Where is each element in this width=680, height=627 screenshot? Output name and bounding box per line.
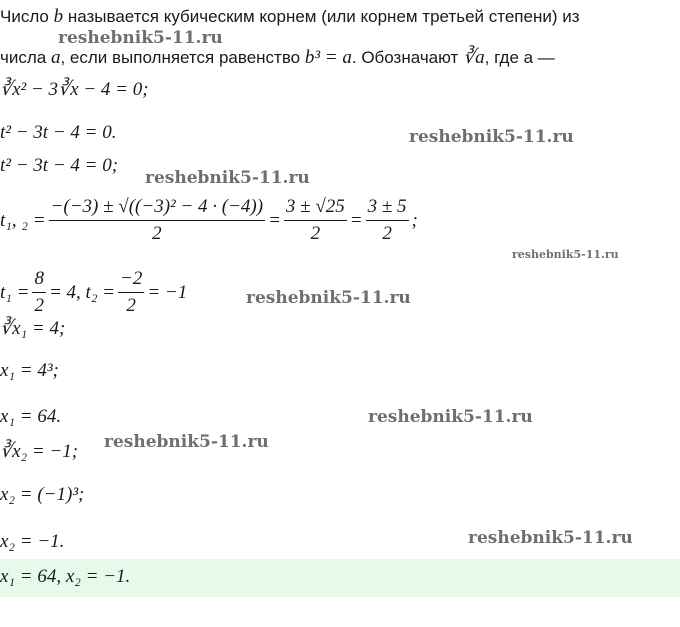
intro-text: называется кубическим корнем (или корнем третьей степени) из [63,7,580,26]
var-b: b [53,6,64,27]
equation-6: ∛x₁ = 4; [0,318,66,339]
formula-numerator-3: 3 ± 5 [367,196,407,217]
t2-numerator: −2 [120,268,143,289]
t1-value: = 4, t₂ = [48,281,115,303]
equation-3: t² − 3t − 4 = 0; [0,155,119,176]
watermark: reshebnik5-11.ru [368,407,533,427]
equation-roots-formula: t₁, ₂ = $\frac{\text{−(−3) ± √((−3)² − 4 · (−4))}}{2}$ = $\frac{3 \pm √25}{2}$ = $\frac{3 \pm 5}{2}$ ; [0,196,418,244]
t1-fraction [32,268,46,317]
formula-denominator-2: 2 [284,220,347,245]
formula-denominator-3: 2 [366,220,409,245]
equation-11: x₂ = −1. [0,531,65,552]
formula-numerator-2: 3 ± √25 [285,196,345,217]
formula-fraction-3 [366,196,409,245]
var-a: a [50,47,61,68]
equality-b3-a: b³ = a [304,47,352,68]
t2-fraction [118,268,144,317]
equation-10: x₂ = (−1)³; [0,484,85,505]
intro-text: , если выполняется равенство [60,48,305,67]
roots-label: t₁, ₂ = [0,209,46,231]
watermark: reshebnik5-11.ru [145,168,310,188]
equation-9: ∛x₂ = −1; [0,441,79,462]
watermark: reshebnik5-11.ru [468,528,633,548]
equation-7: x₁ = 4³; [0,360,59,381]
formula-fraction-2 [284,196,347,245]
formula-numerator: −(−3) ± √((−3)² − 4 · (−4)) [50,196,264,217]
watermark: reshebnik5-11.ru [246,288,411,308]
watermark: reshebnik5-11.ru [512,248,619,261]
cube-root-a: ∛a [463,47,485,68]
t1-numerator: 8 [34,268,44,289]
formula-fraction [49,196,266,245]
intro-line-2 [0,46,555,69]
t1-denominator: 2 [32,292,46,317]
formula-denominator: 2 [49,220,266,245]
watermark: reshebnik5-11.ru [409,127,574,147]
watermark: reshebnik5-11.ru [104,432,269,452]
equation-t-values: t₁ = $\frac{8}{2}$ = 4, t₂ = $\frac{-2}{2}$ = −1 [0,268,188,316]
intro-text: , где a — [484,48,555,67]
t2-value: = −1 [147,281,188,303]
equation-1: ∛x² − 3∛x − 4 = 0; [0,79,149,100]
equation-2: t² − 3t − 4 = 0. [0,122,117,143]
intro-text: числа [0,48,51,67]
answer-text: x₁ = 64, x₂ = −1. [0,566,131,587]
intro-text: . Обозначают [351,48,464,67]
watermark: reshebnik5-11.ru [58,28,223,48]
answer-box [0,559,680,597]
intro-text: Число [0,7,54,26]
equation-8: x₁ = 64. [0,406,62,427]
t2-denominator: 2 [118,292,144,317]
intro-line-1 [0,6,580,28]
